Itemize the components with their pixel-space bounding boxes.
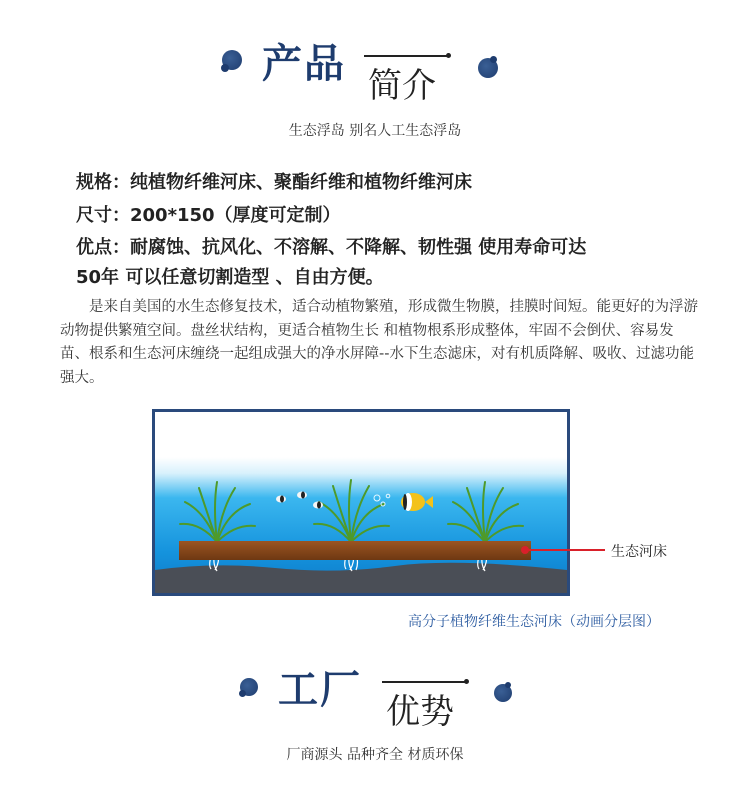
riverbed-illustration bbox=[155, 412, 567, 593]
decor-dot-right-small bbox=[505, 682, 511, 688]
intro-title-sub: 简介 bbox=[368, 66, 436, 106]
decor-dot-left-small bbox=[239, 690, 246, 697]
decor-dot-right-small bbox=[490, 56, 497, 63]
fish-small-1 bbox=[276, 496, 286, 503]
intro-title-line-tip bbox=[446, 53, 451, 58]
factory-title-sub: 优势 bbox=[386, 692, 454, 732]
intro-title-line bbox=[364, 55, 448, 57]
factory-title-block bbox=[0, 656, 750, 736]
intro-title-main: 产品 bbox=[262, 41, 346, 87]
spec-line-advantages-cont: 50年 可以任意切割造型 、自由方便。 bbox=[76, 267, 384, 288]
spec-line-size: 尺寸：200*150（厚度可定制） bbox=[76, 205, 341, 226]
description-paragraph: 是来自美国的水生态修复技术，适合动植物繁殖，形成微生物膜，挂膜时间短。能更好的为浮游动物提供繁殖空间。盘丝状结构，更适合植物生长 和植物根系形成整体，牢固不会倒伏、容易发苗、根系和生态河床缠绕一起组成强大的净水屏障--水下生态滤床，对有机质降解、吸收、过滤功能强大。 bbox=[60, 299, 698, 386]
spec-line-material: 规格：纯植物纤维河床、聚酯纤维和植物纤维河床 bbox=[76, 172, 472, 193]
intro-title-block bbox=[0, 28, 750, 108]
riverbed-diagram bbox=[152, 409, 570, 596]
factory-title-line bbox=[382, 681, 466, 683]
intro-subtitle: 生态浮岛 别名人工生态浮岛 bbox=[288, 123, 462, 139]
fish-small-2 bbox=[297, 492, 307, 499]
factory-title-line-tip bbox=[464, 679, 469, 684]
factory-title-main: 工厂 bbox=[278, 667, 362, 713]
decor-dot-left-small bbox=[221, 64, 229, 72]
fish-small-3 bbox=[313, 502, 323, 509]
spec-line-advantages: 优点：耐腐蚀、抗风化、不溶解、不降解、韧性强 使用寿命可达 bbox=[76, 237, 587, 258]
riverbed-layer bbox=[179, 541, 531, 560]
factory-subtitle: 厂商源头 品种齐全 材质环保 bbox=[286, 747, 464, 763]
riverbed-callout-label: 生态河床 bbox=[611, 544, 667, 560]
diagram-caption: 高分子植物纤维生态河床（动画分层图） bbox=[408, 614, 660, 630]
callout-line bbox=[525, 549, 605, 551]
